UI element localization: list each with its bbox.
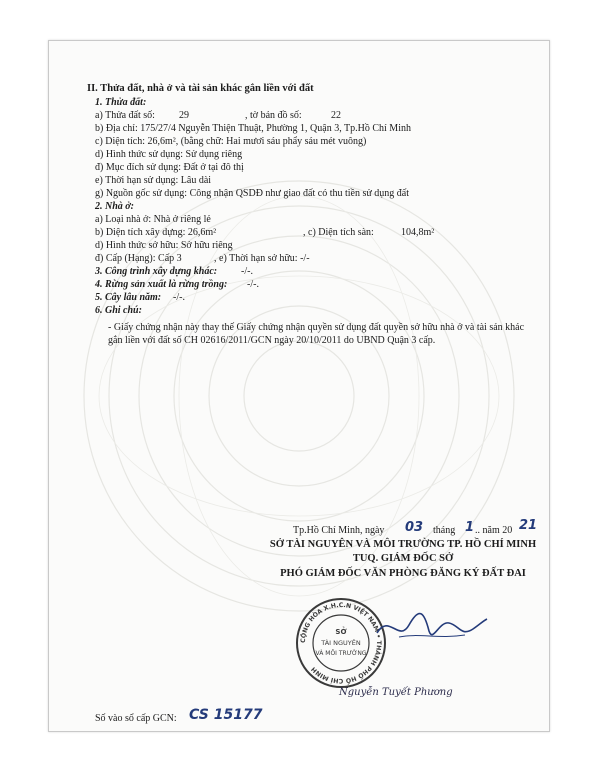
perennial-trees-label: 5. Cây lâu năm: <box>95 292 162 303</box>
perennial-trees-value: -/-. <box>173 292 185 303</box>
ownership-term-line: , e) Thời hạn sở hữu: -/- <box>214 253 310 264</box>
planted-forest-value: -/-. <box>247 279 259 290</box>
section-title: II. Thửa đất, nhà ở và tài sản khác gắn liền với đất <box>87 83 314 94</box>
certificate-page <box>48 40 550 732</box>
usage-origin-line: g) Nguồn gốc sử dụng: Công nhận QSDĐ như giao đất có thu tiền sử dụng đất <box>95 188 410 199</box>
agency-name: SỞ TÀI NGUYÊN VÀ MÔI TRƯỜNG TP. HỒ CHÍ MINH <box>269 539 537 550</box>
notes-heading: 6. Ghi chú: <box>95 305 142 316</box>
other-construction-label: 3. Công trình xây dựng khác: <box>95 266 218 277</box>
parcel-number: 29 <box>179 110 189 121</box>
floor-area-label: , c) Diện tích sàn: <box>303 227 374 238</box>
seal-text-top: SỞ <box>335 628 347 636</box>
usage-purpose-line: đ) Mục đích sử dụng: Đất ở tại đô thị <box>95 162 244 173</box>
building-area-line: b) Diện tích xây dựng: 26,6m² <box>95 227 217 238</box>
land-heading: 1. Thửa đất: <box>95 97 147 108</box>
other-construction-value: -/-. <box>241 266 253 277</box>
authorization-line: TUQ. GIÁM ĐỐC SỞ <box>352 553 454 564</box>
address-line: b) Địa chỉ: 175/27/4 Nguyễn Thiện Thuật, Phường 1, Quận 3, Tp.Hồ Chí Minh <box>95 123 411 134</box>
seal-text-mid: TÀI NGUYÊN <box>321 639 361 647</box>
house-heading: 2. Nhà ở: <box>95 201 134 212</box>
signer-name: Nguyễn Tuyết Phương <box>339 687 453 698</box>
handwritten-signature <box>369 603 489 653</box>
month-label: tháng <box>433 525 456 536</box>
map-sheet-number: 22 <box>331 110 341 121</box>
registry-label: Số vào sổ cấp GCN: <box>95 713 177 724</box>
registry-number: CS 15177 <box>189 707 263 723</box>
parcel-number-label: a) Thửa đất số: <box>95 110 155 121</box>
seal-ring-text: CỘNG HÒA X.H.C.N VIỆT NAM • THÀNH PHỐ HỒ CHÍ MINH <box>299 601 383 685</box>
land-area-line: c) Diện tích: 26,6m², (bằng chữ: Hai mươi sáu phẩy sáu mét vuông) <box>95 136 367 147</box>
planted-forest-label: 4. Rừng sản xuất là rừng trồng: <box>95 279 228 290</box>
usage-term-line: e) Thời hạn sử dụng: Lâu dài <box>95 175 212 186</box>
seal-text-bot: VÀ MÔI TRƯỜNG <box>315 650 367 657</box>
notes-text: - Giấy chứng nhận này thay thế Giấy chứng nhận quyền sử dụng đất quyền sở hữu nhà ở và tài sản khác gắn liền với đất số CH 02616/2011/GCN ngày 20/10/2011 do UBND Quận 3 cấp. <box>108 322 525 346</box>
date-day: 03 <box>405 520 424 535</box>
ownership-form-line: d) Hình thức sở hữu: Sở hữu riêng <box>95 240 233 251</box>
house-type-line: a) Loại nhà ở: Nhà ở riêng lẻ <box>95 214 211 225</box>
map-sheet-label: , tờ bản đồ số: <box>245 110 302 121</box>
signer-title: PHÓ GIÁM ĐỐC VĂN PHÒNG ĐĂNG KÝ ĐẤT ĐAI <box>280 568 526 579</box>
usage-form-line: d) Hình thức sử dụng: Sử dụng riêng <box>95 149 243 160</box>
house-grade-line: đ) Cấp (Hạng): Cấp 3 <box>95 253 182 264</box>
floor-area-value: 104,8m² <box>401 227 435 238</box>
date-prefix: Tp.Hồ Chí Minh, ngày <box>293 525 385 536</box>
year-label: .. năm 20 <box>475 525 513 536</box>
date-month: 1 <box>465 520 475 535</box>
date-year: 21 <box>519 518 538 533</box>
